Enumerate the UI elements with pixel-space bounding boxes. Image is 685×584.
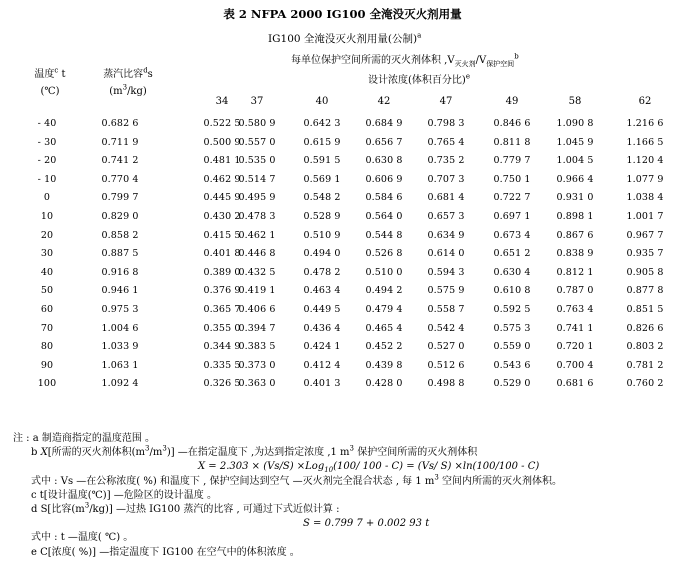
agent-volume-cell: 0.700 4 [556,359,594,371]
agent-volume-cell: 0.630 8 [365,155,403,167]
agent-volume-cell: 0.966 4 [556,173,594,185]
agent-volume-cell: 0.720 1 [556,341,594,353]
note-d [13,503,678,517]
agent-volume-cell: 0.651 2 [493,248,531,260]
agent-volume-cell: 0.494 0 [303,248,341,260]
agent-volume-cell: 0.592 5 [493,304,531,315]
agent-volume-cell: 1.038 4 [626,192,664,204]
agent-volume-cell: 0.478 2 [303,266,341,278]
table-row [0,304,685,320]
col-steam-unit-pre: (m [109,86,123,97]
concentration-header-cell: 42 [377,96,391,107]
header-main-sup: a [417,31,422,40]
concentration-header-cell: 47 [439,96,453,107]
agent-volume-cell: 0.642 3 [303,118,341,129]
agent-volume-cell: 0.606 9 [365,173,403,185]
agent-volume-cell: 0.462 1 [238,229,276,241]
concentration-header-cell: 40 [315,96,329,107]
table-title: 表 2 NFPA 2000 IG100 全淹没灭火剂用量 [223,7,462,21]
agent-volume-cell: 0.522 5 [203,118,241,129]
agent-volume-cell: 0.781 2 [626,359,664,371]
agent-volume-cell: 0.514 7 [238,173,276,185]
steam-volume-cell: 1.033 9 [101,341,139,353]
formula-x-post: (100/ 100 - C) = (Vs/ S) ×ln(100/100 - C) [333,461,540,473]
agent-volume-cell: 0.905 8 [626,266,664,278]
agent-volume-cell: 0.344 9 [203,341,241,353]
note-b-text4: 保护空间所需的灭火剂体积 [354,447,478,459]
agent-volume-cell: 0.373 0 [238,359,276,371]
note-b-sup2: 3 [162,444,167,453]
agent-volume-cell: 0.406 6 [238,304,276,315]
header-sub [291,51,519,66]
note-vs [13,475,678,489]
header-main-text: IG100 全淹没灭火剂用量(公制) [268,33,418,45]
steam-volume-cell: 0.770 4 [101,173,139,185]
steam-volume-cell: 0.858 2 [101,229,139,241]
agent-volume-cell: 0.673 4 [493,229,531,241]
agent-volume-cell: 0.763 4 [556,304,594,315]
temperature-cell: - 30 [37,136,57,148]
note-d-pre: d S[比容(m [31,504,85,516]
formula-s: S = 0.799 7 + 0.002 93 t [303,518,430,530]
temperature-cell: - 10 [37,173,57,185]
agent-volume-cell: 0.575 9 [427,285,465,297]
table-row [0,192,685,208]
agent-volume-cell: 0.463 4 [303,285,341,297]
steam-volume-cell: 0.711 9 [101,136,139,148]
agent-volume-cell: 0.479 4 [365,304,403,315]
steam-volume-cell: 0.829 0 [101,211,139,222]
agent-volume-cell: 0.481 1 [203,155,241,167]
agent-volume-cell: 0.559 0 [493,341,531,353]
header-sub-sub1: 灭火剂 [454,60,476,68]
temperature-cell: - 40 [37,118,57,129]
agent-volume-cell: 0.615 9 [303,136,341,148]
formula-x-sub: 10 [324,466,334,475]
steam-volume-cell: 1.092 4 [101,378,139,390]
steam-volume-cell: 0.682 6 [101,118,139,129]
steam-volume-cell: 0.887 5 [101,248,139,260]
temperature-cell: 10 [40,211,54,222]
agent-volume-cell: 0.697 1 [493,211,531,222]
column-header-temperature [30,66,70,100]
notes-section [13,432,678,560]
table-row [0,118,685,134]
agent-volume-cell: 0.779 7 [493,155,531,167]
agent-volume-cell: 0.684 9 [365,118,403,129]
header-sub-slash: /V [475,55,487,66]
agent-volume-cell: 0.867 6 [556,229,594,241]
header-main [268,31,421,46]
concentration-header-cell: 37 [250,96,264,107]
agent-volume-cell: 0.542 4 [427,322,465,334]
agent-volume-cell: 0.656 7 [365,136,403,148]
agent-volume-cell: 0.436 4 [303,322,341,334]
header-sub-sub2: 保护空间 [486,60,515,68]
formula-x [13,460,678,474]
temperature-cell: 20 [40,229,54,241]
agent-volume-cell: 0.765 4 [427,136,465,148]
agent-volume-cell: 0.445 9 [203,192,241,204]
table-row [0,360,685,376]
agent-volume-cell: 0.630 4 [493,266,531,278]
agent-volume-cell: 0.527 0 [427,341,465,353]
note-d-sup: 3 [84,501,90,510]
agent-volume-cell: 0.569 1 [303,173,341,185]
header-concentration [368,71,470,86]
agent-volume-cell: 0.526 8 [365,248,403,260]
agent-volume-cell: 0.419 1 [238,285,276,297]
agent-volume-cell: 0.365 7 [203,304,241,315]
concentration-header-cell: 62 [638,96,652,107]
agent-volume-cell: 0.935 7 [626,248,664,260]
agent-volume-cell: 0.846 6 [493,118,531,129]
agent-volume-cell: 0.722 7 [493,192,531,204]
agent-volume-cell: 0.452 2 [365,341,403,353]
agent-volume-cell: 0.634 9 [427,229,465,241]
agent-volume-cell: 0.548 2 [303,192,341,204]
temperature-cell: 0 [43,192,51,204]
agent-volume-cell: 0.462 9 [203,173,241,185]
agent-volume-cell: 0.465 4 [365,322,403,334]
table-row [0,230,685,246]
agent-volume-cell: 1.216 6 [626,118,664,129]
table-row [0,137,685,153]
temperature-cell: 80 [40,341,54,353]
agent-volume-cell: 0.363 0 [238,378,276,390]
agent-volume-cell: 0.335 5 [203,359,241,371]
agent-volume-cell: 0.557 0 [238,136,276,148]
table-row [0,248,685,264]
agent-volume-cell: 0.558 7 [427,304,465,315]
table-row [0,174,685,190]
table-row [0,341,685,357]
agent-volume-cell: 0.401 8 [203,248,241,260]
agent-volume-cell: 1.166 5 [626,136,664,148]
temperature-cell: 30 [40,248,54,260]
agent-volume-cell: 0.580 9 [238,118,276,129]
col-temp-sup: c [54,66,59,75]
agent-volume-cell: 0.478 3 [238,211,276,222]
agent-volume-cell: 0.389 0 [203,266,241,278]
agent-volume-cell: 0.430 2 [203,211,241,222]
agent-volume-cell: 0.735 2 [427,155,465,167]
concentration-header-cell: 58 [568,96,582,107]
agent-volume-cell: 0.787 0 [556,285,594,297]
formula-x-pre: X = 2.303 × (Vs/S) ×Log [198,461,325,473]
table-row [0,267,685,283]
header-conc-sup: e [465,72,470,81]
agent-volume-cell: 0.681 6 [556,378,594,390]
agent-volume-cell: 0.798 3 [427,118,465,129]
agent-volume-cell: 0.326 5 [203,378,241,390]
col-temp-label: 温度 [34,69,55,80]
table-row [0,211,685,227]
header-sub-text: 每单位保护空间所需的灭火剂体积 ,V [291,55,455,66]
agent-volume-cell: 0.584 6 [365,192,403,204]
note-b-text1: [所需的灭火剂体积(m [47,447,146,459]
agent-volume-cell: 1.001 7 [626,211,664,222]
agent-volume-cell: 0.812 1 [556,266,594,278]
temperature-cell: 100 [37,378,57,390]
agent-volume-cell: 0.401 3 [303,378,341,390]
note-b-text2: /m [149,447,163,459]
agent-volume-cell: 0.535 0 [238,155,276,167]
temperature-cell: 40 [40,266,54,278]
agent-volume-cell: 0.498 8 [427,378,465,390]
col-steam-unit-sup: 3 [122,83,128,92]
agent-volume-cell: 0.394 7 [238,322,276,334]
agent-volume-cell: 0.610 8 [493,285,531,297]
temperature-cell: 50 [40,285,54,297]
agent-volume-cell: 0.544 8 [365,229,403,241]
steam-volume-cell: 0.975 3 [101,304,139,315]
agent-volume-cell: 0.446 8 [238,248,276,260]
table-row [0,285,685,301]
agent-volume-cell: 0.543 6 [493,359,531,371]
note-t: 式中 : t —温度( ℃) 。 [31,532,134,544]
agent-volume-cell: 0.591 5 [303,155,341,167]
note-d-post: /kg)] —过热 IG100 蒸汽的比容 , 可通过下式近似计算 : [89,504,340,516]
note-b-symbol: X [40,447,48,459]
agent-volume-cell: 0.803 2 [626,341,664,353]
table-row [0,378,685,394]
agent-volume-cell: 0.428 0 [365,378,403,390]
col-steam-label: 蒸汽比容 [103,69,144,80]
note-b-text3: )] —在指定温度下 ,为达到指定浓度 ,1 m [166,447,350,459]
agent-volume-cell: 0.512 6 [427,359,465,371]
agent-volume-cell: 0.510 9 [303,229,341,241]
agent-volume-cell: 0.750 1 [493,173,531,185]
agent-volume-cell: 0.439 8 [365,359,403,371]
agent-volume-cell: 0.412 4 [303,359,341,371]
col-steam-symbol: s [147,69,153,80]
agent-volume-cell: 1.077 9 [626,173,664,185]
note-vs-post: 空间内所需的灭火剂体积。 [438,475,563,487]
agent-volume-cell: 0.449 5 [303,304,341,315]
agent-volume-cell: 0.529 0 [493,378,531,390]
note-vs-sup: 3 [434,473,439,482]
agent-volume-cell: 0.594 3 [427,266,465,278]
note-b-sup1: 3 [145,444,150,453]
note-vs-text: 式中 : Vs —在公称浓度( %) 和温度下 , 保护空间达到空气 —灭火剂完全混合状态 , 每 1 m [31,475,435,487]
agent-volume-cell: 0.760 2 [626,378,664,390]
temperature-cell: 60 [40,304,54,315]
agent-volume-cell: 1.090 8 [556,118,594,129]
temperature-cell: 90 [40,359,54,371]
steam-volume-cell: 0.799 7 [101,192,139,204]
agent-volume-cell: 0.681 4 [427,192,465,204]
steam-volume-cell: 0.946 1 [101,285,139,297]
agent-volume-cell: 0.383 5 [238,341,276,353]
steam-volume-cell: 0.741 2 [101,155,139,167]
agent-volume-cell: 0.495 9 [238,192,276,204]
steam-volume-cell: 1.004 6 [101,322,139,334]
note-b-marker: b [31,447,41,459]
agent-volume-cell: 0.564 0 [365,211,403,222]
agent-volume-cell: 1.120 4 [626,155,664,167]
agent-volume-cell: 0.424 1 [303,341,341,353]
agent-volume-cell: 1.004 5 [556,155,594,167]
agent-volume-cell: 0.657 3 [427,211,465,222]
agent-volume-cell: 0.528 9 [303,211,341,222]
col-steam-sup: d [143,66,148,75]
agent-volume-cell: 0.931 0 [556,192,594,204]
note-a: 注 : a 制造商指定的温度范围 。 [13,433,156,444]
agent-volume-cell: 1.045 9 [556,136,594,148]
table-row [0,323,685,339]
agent-volume-cell: 0.707 3 [427,173,465,185]
note-c: c t[设计温度(℃)] —危险区的设计温度 。 [31,489,217,501]
concentration-header-cell: 49 [505,96,519,107]
table-row [0,155,685,171]
note-b-sup3: 3 [349,444,355,453]
agent-volume-cell: 0.494 2 [365,285,403,297]
steam-volume-cell: 1.063 1 [101,359,139,371]
col-steam-unit-post: /kg) [127,86,147,97]
note-b [13,446,678,460]
note-e: e C[浓度( %)] —指定温度下 IG100 在空气中的体积浓度 。 [31,546,300,558]
agent-volume-cell: 0.510 0 [365,266,403,278]
steam-volume-cell: 0.916 8 [101,266,139,278]
agent-volume-cell: 0.376 9 [203,285,241,297]
col-temp-symbol: t [61,69,66,80]
agent-volume-cell: 0.415 5 [203,229,241,241]
agent-volume-cell: 0.967 7 [626,229,664,241]
col-temp-unit: (℃) [40,86,60,97]
agent-volume-cell: 0.500 9 [203,136,241,148]
agent-volume-cell: 0.741 1 [556,322,594,334]
temperature-cell: - 20 [37,155,57,167]
agent-volume-cell: 0.898 1 [556,211,594,222]
temperature-cell: 70 [40,322,54,334]
agent-volume-cell: 0.432 5 [238,266,276,278]
concentration-header-cell: 34 [215,96,229,107]
agent-volume-cell: 0.811 8 [493,136,531,148]
header-conc-text: 设计浓度(体积百分比) [368,75,466,86]
agent-volume-cell: 0.575 3 [493,322,531,334]
header-sub-sup: b [514,52,519,61]
column-header-steam-volume [88,66,168,100]
agent-volume-cell: 0.851 5 [626,304,664,315]
agent-volume-cell: 0.355 0 [203,322,241,334]
agent-volume-cell: 0.877 8 [626,285,664,297]
agent-volume-cell: 0.826 6 [626,322,664,334]
agent-volume-cell: 0.614 0 [427,248,465,260]
agent-volume-cell: 0.838 9 [556,248,594,260]
